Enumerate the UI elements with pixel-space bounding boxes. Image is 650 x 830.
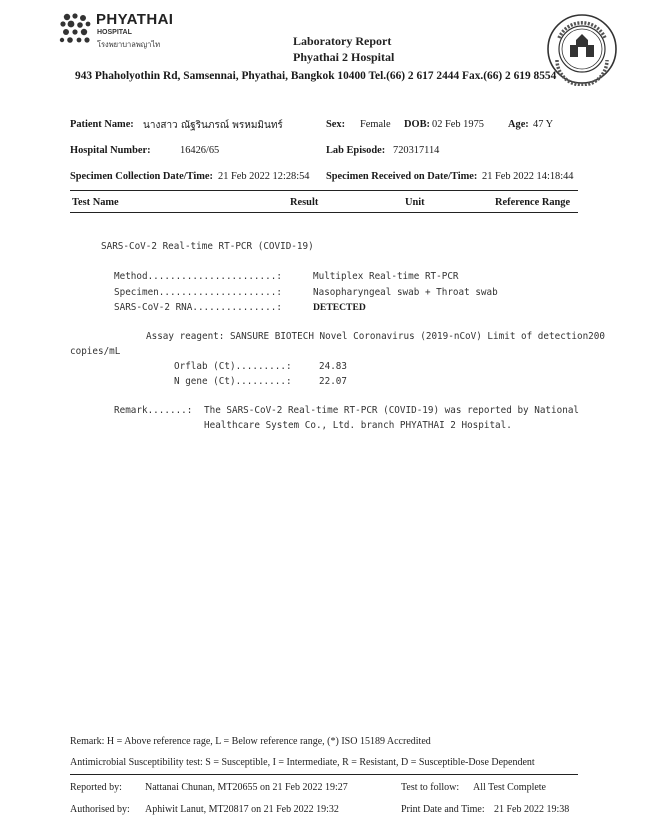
lab-episode-label: Lab Episode: bbox=[326, 145, 386, 156]
reported-by-value: Nattanai Chunan, MT20655 on 21 Feb 2022 19:27 bbox=[145, 782, 348, 793]
footer-rule bbox=[70, 774, 578, 775]
column-reference-range: Reference Range bbox=[495, 197, 571, 208]
authorised-by-label: Authorised by: bbox=[70, 804, 130, 815]
column-result: Result bbox=[290, 197, 319, 208]
reported-by-label: Reported by: bbox=[70, 782, 122, 793]
remark-line-2: Healthcare System Co., Ltd. branch PHYATHAI 2 Hospital. bbox=[204, 420, 512, 431]
ngene-ct-value: 22.07 bbox=[319, 376, 347, 387]
assay-reagent-units: copies/mL bbox=[70, 346, 121, 357]
hospital-number-value: 16426/65 bbox=[180, 145, 220, 156]
footer-remark: Remark: H = Above reference rage, L = Below reference range, (*) ISO 15189 Accredited bbox=[70, 736, 431, 747]
orflab-label: Orflab (Ct).........: bbox=[174, 361, 292, 372]
rna-label: SARS-CoV-2 RNA...............: bbox=[114, 302, 282, 313]
test-to-follow-value: All Test Complete bbox=[473, 782, 546, 793]
method-label: Method.......................: bbox=[114, 271, 282, 282]
dob-label: DOB: bbox=[404, 119, 430, 130]
hospital-name: Phyathai 2 Hospital bbox=[293, 50, 395, 64]
received-datetime-label: Specimen Received on Date/Time: bbox=[326, 171, 478, 182]
column-unit: Unit bbox=[405, 197, 425, 208]
collection-datetime-value: 21 Feb 2022 12:28:54 bbox=[218, 171, 310, 182]
sex-value: Female bbox=[360, 119, 391, 130]
assay-reagent-line: Assay reagent: SANSURE BIOTECH Novel Coronavirus (2019-nCoV) Limit of detection200 bbox=[146, 331, 605, 342]
specimen-value: Nasopharyngeal swab + Throat swab bbox=[313, 287, 498, 298]
method-value: Multiplex Real-time RT-PCR bbox=[313, 271, 459, 282]
hospital-logo-thai-name: โรงพยาบาลพญาไท bbox=[97, 40, 161, 49]
table-top-rule bbox=[70, 190, 578, 191]
ngene-label: N gene (Ct).........: bbox=[174, 376, 292, 387]
hospital-logo-name: PHYATHAI bbox=[96, 11, 174, 28]
received-datetime-value: 21 Feb 2022 14:18:44 bbox=[482, 171, 574, 182]
authorised-by-value: Aphiwit Lanut, MT20817 on 21 Feb 2022 19:32 bbox=[145, 804, 339, 815]
collection-datetime-label: Specimen Collection Date/Time: bbox=[70, 171, 213, 182]
print-datetime-label: Print Date and Time: bbox=[401, 804, 485, 815]
hospital-logo-icon bbox=[58, 12, 92, 46]
lab-episode-value: 720317114 bbox=[393, 145, 440, 156]
orflab-ct-value: 24.83 bbox=[319, 361, 347, 372]
footer-antimicrobial-legend: Antimicrobial Susceptibility test: S = Susceptible, I = Intermediate, R = Resistant, D = Susceptible-Dose Dependent bbox=[70, 757, 535, 768]
sex-label: Sex: bbox=[326, 119, 346, 130]
table-header-rule bbox=[70, 212, 578, 213]
hospital-number-label: Hospital Number: bbox=[70, 145, 151, 156]
hospital-logo-subtitle: HOSPITAL bbox=[97, 29, 132, 36]
test-to-follow-label: Test to follow: bbox=[401, 782, 460, 793]
remark-line-1: The SARS-CoV-2 Real-time RT-PCR (COVID-19) was reported by National bbox=[204, 405, 580, 416]
dob-value: 02 Feb 1975 bbox=[432, 119, 484, 130]
column-test-name: Test Name bbox=[72, 197, 119, 208]
patient-name-value: นางสาว ณัฐรินภรณ์ พรหมมินทร์ bbox=[143, 120, 283, 131]
age-value: 47 Y bbox=[533, 119, 554, 130]
patient-name-label: Patient Name: bbox=[70, 119, 134, 130]
print-datetime-value: 21 Feb 2022 19:38 bbox=[494, 804, 570, 815]
report-title: Laboratory Report bbox=[293, 34, 392, 48]
rna-result-value: DETECTED bbox=[313, 302, 366, 313]
remark-label: Remark.......: bbox=[114, 405, 193, 416]
test-title: SARS-CoV-2 Real-time RT-PCR (COVID-19) bbox=[101, 241, 314, 252]
specimen-label: Specimen.....................: bbox=[114, 287, 282, 298]
age-label: Age: bbox=[508, 119, 529, 130]
hospital-address: 943 Phaholyothin Rd, Samsennai, Phyathai, Bangkok 10400 Tel.(66) 2 617 2444 Fax.(66) 2 619 8554 bbox=[75, 70, 557, 82]
